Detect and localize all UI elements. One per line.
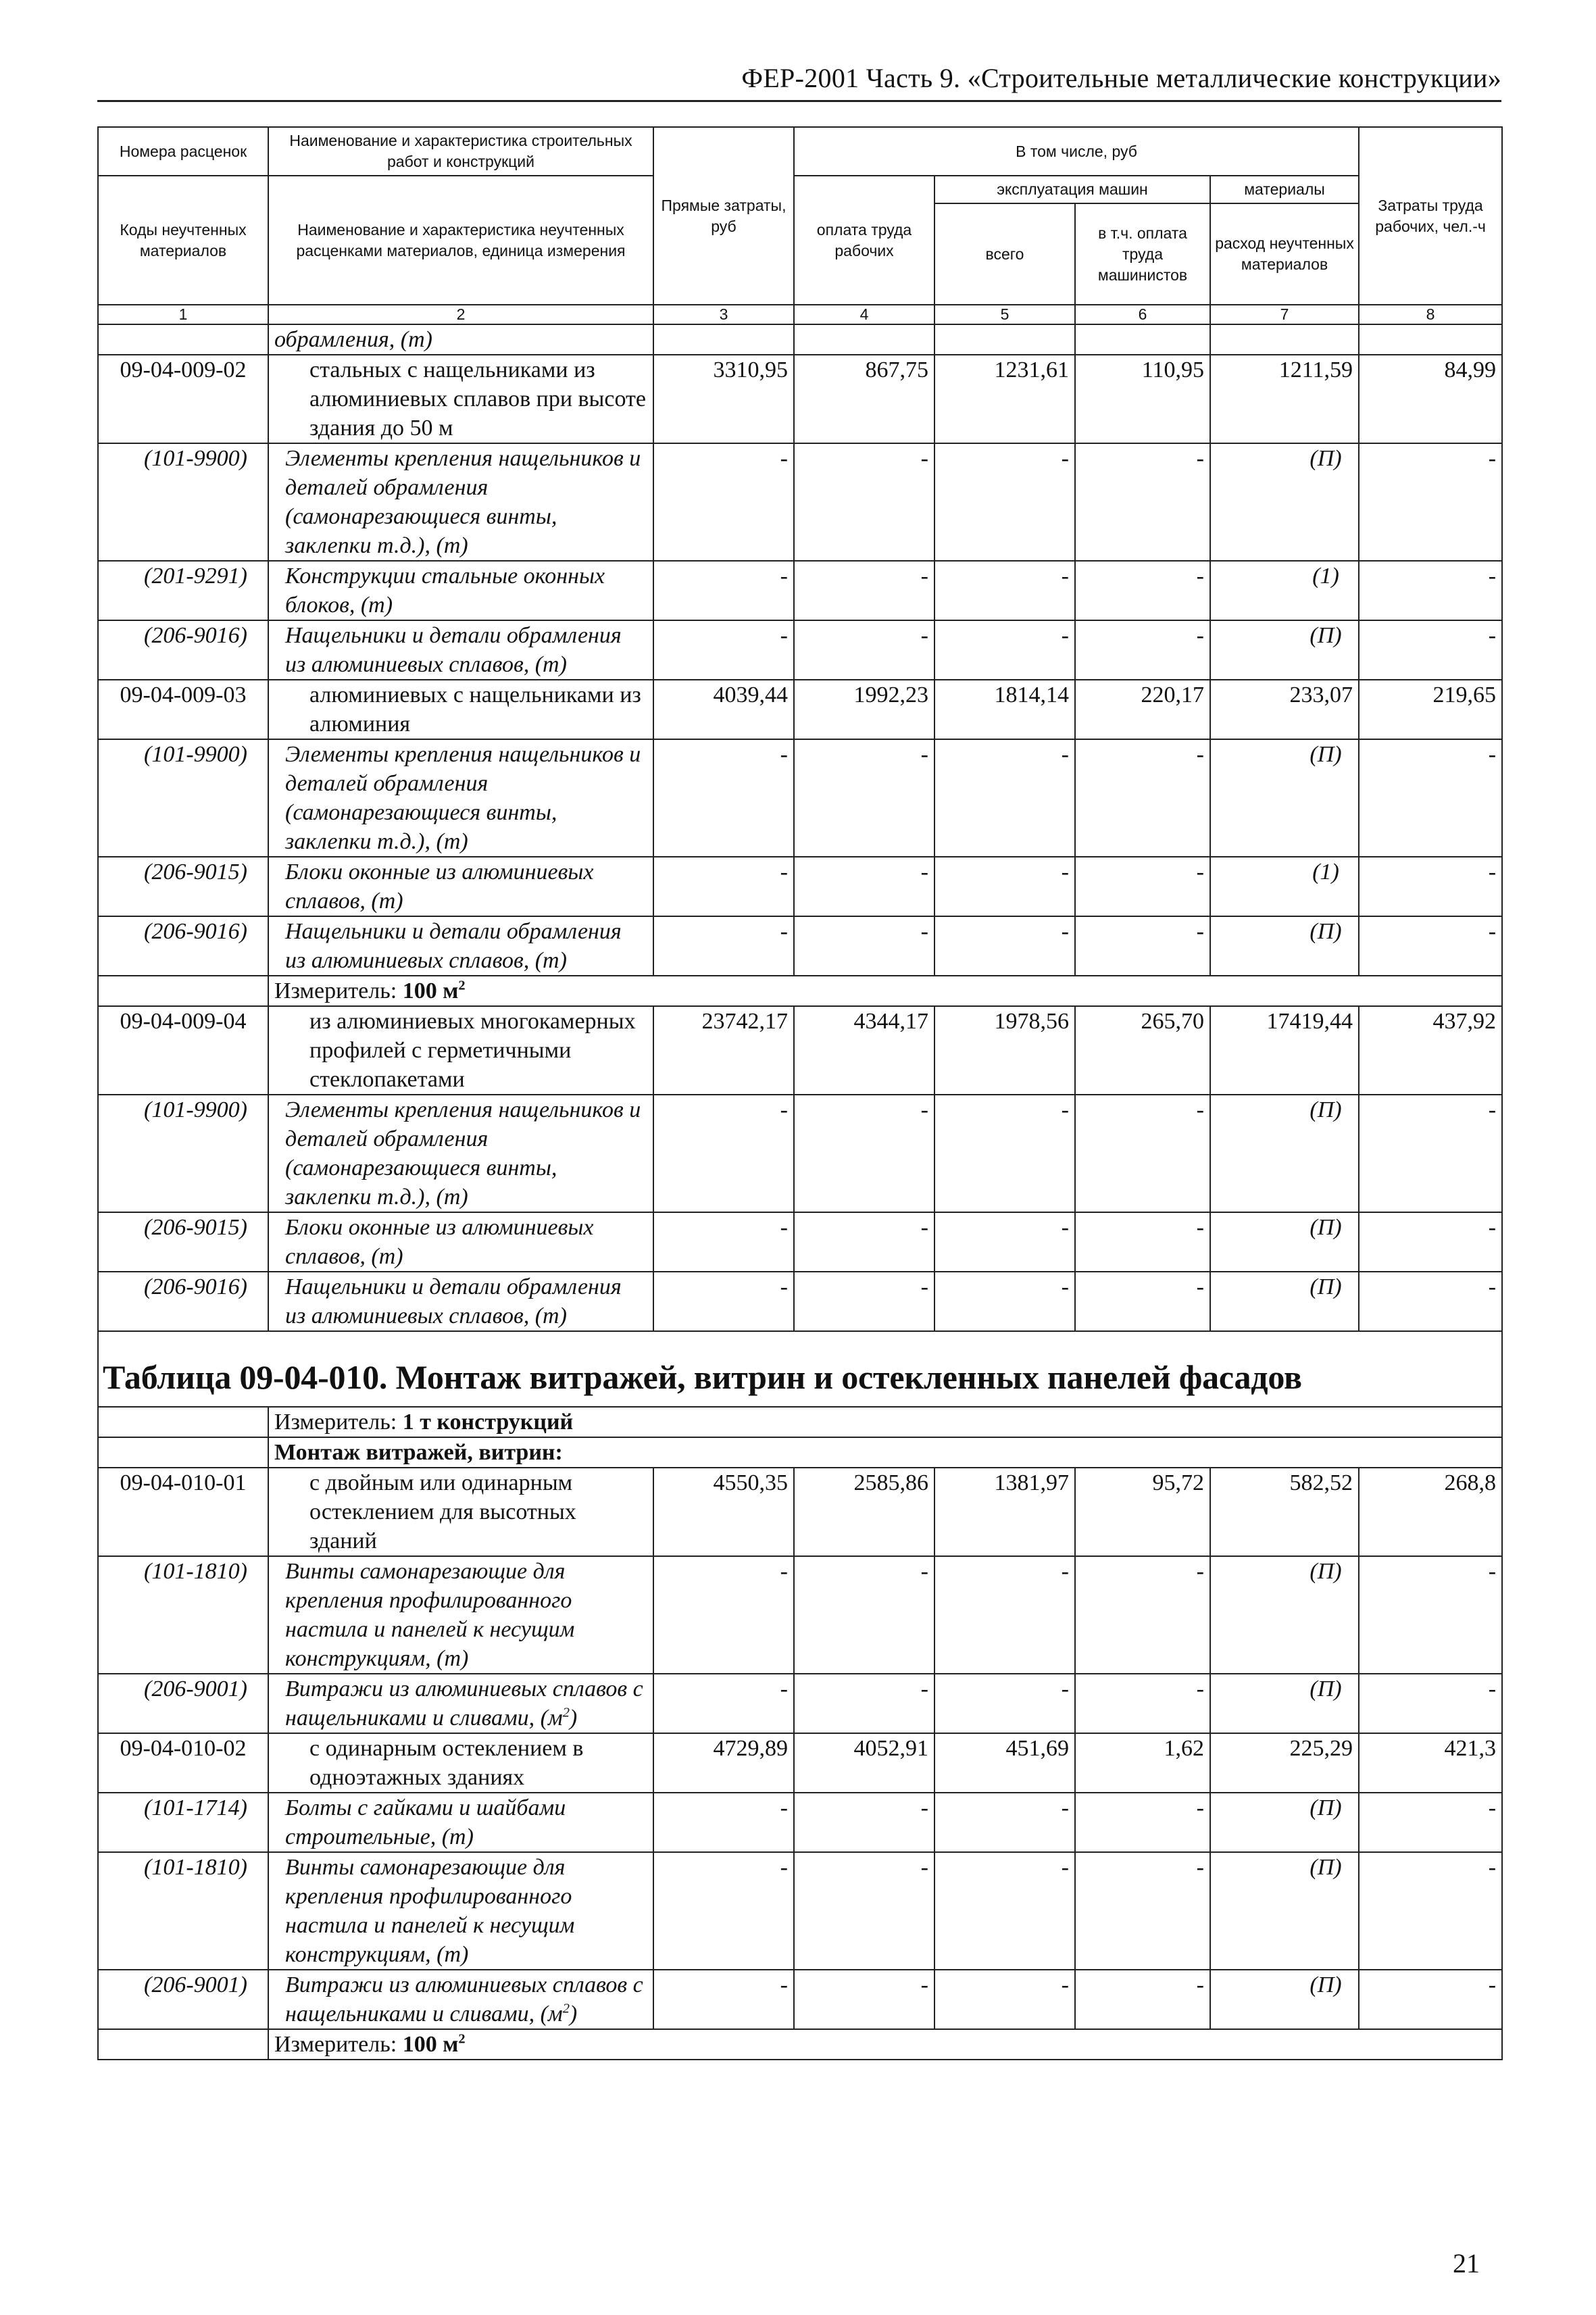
column-number: 1 bbox=[98, 305, 268, 324]
description-text: с двойным или одинарным остеклением для высотных зданий bbox=[309, 1470, 576, 1553]
meter-value-text: 100 м bbox=[402, 2032, 459, 2057]
header-nomera: Номера расценок bbox=[98, 127, 268, 176]
cell-tr: - bbox=[1359, 1970, 1502, 2029]
cell-tr: - bbox=[1359, 443, 1502, 561]
resource-row bbox=[98, 1970, 1502, 2029]
cell-ot: - bbox=[794, 1793, 934, 1852]
cell-pz: - bbox=[653, 443, 794, 561]
cell-tr: 437,92 bbox=[1359, 1006, 1502, 1095]
cell-vtch: - bbox=[1075, 739, 1210, 857]
cell-ot: 867,75 bbox=[794, 355, 934, 443]
header-rule bbox=[97, 100, 1501, 102]
cell-em: - bbox=[934, 561, 1075, 620]
empty-cell bbox=[794, 324, 934, 355]
empty-cell bbox=[1075, 324, 1210, 355]
material-description bbox=[268, 916, 653, 976]
header-naim-top: Наименование и характеристика строительных работ и конструкций bbox=[268, 127, 653, 176]
cell-tr: - bbox=[1359, 916, 1502, 976]
cell-vtch: - bbox=[1075, 1674, 1210, 1733]
resource-row bbox=[98, 1272, 1502, 1331]
material-code: (101-1810) bbox=[98, 1556, 268, 1674]
material-code: (201-9291) bbox=[98, 561, 268, 620]
material-description: обрамления, (т) bbox=[268, 324, 653, 355]
cell-vtch: - bbox=[1075, 1272, 1210, 1331]
cell-pz: - bbox=[653, 857, 794, 916]
cell-pz: - bbox=[653, 1970, 794, 2029]
meter-value bbox=[403, 2032, 466, 2057]
cell-mat: (П) bbox=[1210, 1674, 1359, 1733]
empty-cell bbox=[1210, 324, 1359, 355]
cell-ot: - bbox=[794, 1212, 934, 1272]
meter-cell bbox=[268, 2029, 1502, 2060]
description-end: ) bbox=[569, 2001, 578, 2026]
cell-tr: 84,99 bbox=[1359, 355, 1502, 443]
cell-vtch: 95,72 bbox=[1075, 1468, 1210, 1556]
cell-ot: - bbox=[794, 1852, 934, 1970]
resource-row bbox=[98, 443, 1502, 561]
column-number: 4 bbox=[794, 305, 934, 324]
subheading-row bbox=[98, 1437, 1502, 1468]
empty-cell bbox=[653, 324, 794, 355]
cell-mat: 1211,59 bbox=[1210, 355, 1359, 443]
cell-em: 1381,97 bbox=[934, 1468, 1075, 1556]
cell-vtch: - bbox=[1075, 1793, 1210, 1852]
meter-label: Измеритель: bbox=[274, 978, 397, 1003]
meter-row bbox=[98, 2029, 1502, 2060]
description-text: Витражи из алюминиевых сплавов с нащельниками и сливами, (м bbox=[285, 1972, 643, 2026]
cell-em: - bbox=[934, 1793, 1075, 1852]
header-pryamye: Прямые затраты, руб bbox=[653, 127, 794, 305]
resource-row bbox=[98, 1095, 1502, 1212]
cell-ot: - bbox=[794, 1674, 934, 1733]
cell-em: - bbox=[934, 620, 1075, 680]
cell-vtch: - bbox=[1075, 561, 1210, 620]
cell-mat: (П) bbox=[1210, 1212, 1359, 1272]
cell-mat: (П) bbox=[1210, 1272, 1359, 1331]
cell-pz: - bbox=[653, 1852, 794, 1970]
empty-cell bbox=[1359, 324, 1502, 355]
rate-description bbox=[268, 355, 653, 443]
rate-row bbox=[98, 355, 1502, 443]
meter-label: Измеритель: bbox=[274, 1410, 397, 1435]
rates-table bbox=[97, 126, 1503, 2060]
material-code: (101-9900) bbox=[98, 1095, 268, 1212]
rate-description bbox=[268, 1733, 653, 1793]
description-text: Нащельники и детали обрамления из алюминиевых сплавов, (т) bbox=[285, 623, 622, 677]
cell-mat: (П) bbox=[1210, 1556, 1359, 1674]
cell-vtch: - bbox=[1075, 857, 1210, 916]
cell-em: - bbox=[934, 1970, 1075, 2029]
cell-ot: 2585,86 bbox=[794, 1468, 934, 1556]
cell-mat: (П) bbox=[1210, 916, 1359, 976]
empty-cell bbox=[98, 1407, 268, 1437]
resource-row bbox=[98, 916, 1502, 976]
description-text: Блоки оконные из алюминиевых сплавов, (т) bbox=[285, 860, 594, 914]
cell-tr: - bbox=[1359, 561, 1502, 620]
cell-vtch: 110,95 bbox=[1075, 355, 1210, 443]
material-code: (206-9015) bbox=[98, 857, 268, 916]
cell-pz: 4550,35 bbox=[653, 1468, 794, 1556]
meter-value-text: 1 т конструкций bbox=[402, 1410, 574, 1435]
cell-ot: - bbox=[794, 561, 934, 620]
table-title: Таблица 09-04-010. Монтаж витражей, витрин и остекленных панелей фасадов bbox=[98, 1331, 1502, 1407]
header-oplata: оплата труда рабочих bbox=[794, 176, 934, 305]
description-text: Болты с гайками и шайбами строительные, (т) bbox=[285, 1795, 566, 1849]
material-description bbox=[268, 1095, 653, 1212]
rate-row bbox=[98, 1006, 1502, 1095]
cell-pz: 4729,89 bbox=[653, 1733, 794, 1793]
page-number: 21 bbox=[1453, 2248, 1480, 2279]
empty-cell bbox=[98, 2029, 268, 2060]
column-number: 2 bbox=[268, 305, 653, 324]
empty-cell bbox=[98, 976, 268, 1006]
rate-row bbox=[98, 680, 1502, 739]
cell-em: - bbox=[934, 1674, 1075, 1733]
header-kody: Коды неучтенных материалов bbox=[98, 176, 268, 305]
column-numbers-row bbox=[98, 305, 1502, 324]
resource-row bbox=[98, 739, 1502, 857]
resource-row bbox=[98, 1793, 1502, 1852]
column-number: 3 bbox=[653, 305, 794, 324]
meter-cell bbox=[268, 976, 1502, 1006]
column-number: 5 bbox=[934, 305, 1075, 324]
cell-vtch: - bbox=[1075, 1212, 1210, 1272]
header-vsego: всего bbox=[934, 203, 1075, 305]
subheading: Монтаж витражей, витрин: bbox=[268, 1437, 1502, 1468]
cell-pz: 23742,17 bbox=[653, 1006, 794, 1095]
rate-description bbox=[268, 680, 653, 739]
cell-pz: - bbox=[653, 1212, 794, 1272]
header-v-tom-chisle: В том числе, руб bbox=[794, 127, 1359, 176]
material-code: (101-1714) bbox=[98, 1793, 268, 1852]
cell-ot: 4344,17 bbox=[794, 1006, 934, 1095]
material-description bbox=[268, 1674, 653, 1733]
description-text: Элементы крепления нащельников и деталей обрамления (самонарезающиеся винты, заклепки т.д.), (т) bbox=[285, 1097, 641, 1210]
cell-em: - bbox=[934, 1556, 1075, 1674]
cell-em: - bbox=[934, 739, 1075, 857]
rate-code: 09-04-010-02 bbox=[98, 1733, 268, 1793]
header-ekspl: эксплуатация машин bbox=[934, 176, 1210, 203]
cell-tr: - bbox=[1359, 1674, 1502, 1733]
material-description bbox=[268, 739, 653, 857]
superscript: 2 bbox=[562, 2001, 570, 2016]
meter-value bbox=[403, 1410, 573, 1435]
cell-mat: 17419,44 bbox=[1210, 1006, 1359, 1095]
cell-em: 1978,56 bbox=[934, 1006, 1075, 1095]
cell-mat: (П) bbox=[1210, 1970, 1359, 2029]
material-code: (206-9016) bbox=[98, 620, 268, 680]
resource-row bbox=[98, 620, 1502, 680]
cell-em: - bbox=[934, 1212, 1075, 1272]
description-text: Витражи из алюминиевых сплавов с нащельниками и сливами, (м bbox=[285, 1676, 643, 1731]
cell-ot: - bbox=[794, 1095, 934, 1212]
continuation-row bbox=[98, 324, 1502, 355]
cell-vtch: - bbox=[1075, 1556, 1210, 1674]
material-code: (206-9016) bbox=[98, 1272, 268, 1331]
cell-tr: - bbox=[1359, 620, 1502, 680]
cell-em: 451,69 bbox=[934, 1733, 1075, 1793]
cell-tr: - bbox=[1359, 739, 1502, 857]
resource-row bbox=[98, 1212, 1502, 1272]
cell-mat: (П) bbox=[1210, 443, 1359, 561]
rate-description bbox=[268, 1468, 653, 1556]
material-description bbox=[268, 620, 653, 680]
description-text: алюминиевых с нащельниками из алюминия bbox=[309, 682, 641, 737]
material-description bbox=[268, 561, 653, 620]
material-description bbox=[268, 443, 653, 561]
cell-vtch: 265,70 bbox=[1075, 1006, 1210, 1095]
material-code: (206-9016) bbox=[98, 916, 268, 976]
cell-tr: - bbox=[1359, 1272, 1502, 1331]
cell-ot: - bbox=[794, 620, 934, 680]
cell-mat: (П) bbox=[1210, 739, 1359, 857]
cell-ot: 1992,23 bbox=[794, 680, 934, 739]
material-description bbox=[268, 1970, 653, 2029]
cell-vtch: - bbox=[1075, 1852, 1210, 1970]
header-rashod: расход неучтенных материалов bbox=[1210, 203, 1359, 305]
description-text: Элементы крепления нащельников и деталей обрамления (самонарезающиеся винты, заклепки т.д.), (т) bbox=[285, 446, 641, 558]
description-text: Винты самонарезающие для крепления профилированного настила и панелей к несущим конструкциям, (т) bbox=[285, 1559, 575, 1671]
resource-row bbox=[98, 1852, 1502, 1970]
material-description bbox=[268, 857, 653, 916]
meter-value bbox=[403, 978, 466, 1003]
cell-em: - bbox=[934, 1852, 1075, 1970]
material-code: (101-1810) bbox=[98, 1852, 268, 1970]
cell-mat: (П) bbox=[1210, 1095, 1359, 1212]
rate-row bbox=[98, 1468, 1502, 1556]
header-zatraty: Затраты труда рабочих, чел.-ч bbox=[1359, 127, 1502, 305]
cell-tr: 268,8 bbox=[1359, 1468, 1502, 1556]
cell-pz: - bbox=[653, 1556, 794, 1674]
header-materialy: материалы bbox=[1210, 176, 1359, 203]
column-number: 8 bbox=[1359, 305, 1502, 324]
table-title-row bbox=[98, 1331, 1502, 1407]
empty-cell bbox=[98, 324, 268, 355]
cell-vtch: - bbox=[1075, 1970, 1210, 2029]
cell-tr: - bbox=[1359, 857, 1502, 916]
cell-pz: - bbox=[653, 620, 794, 680]
cell-mat: 233,07 bbox=[1210, 680, 1359, 739]
cell-mat: (1) bbox=[1210, 561, 1359, 620]
cell-pz: 3310,95 bbox=[653, 355, 794, 443]
material-description bbox=[268, 1212, 653, 1272]
description-text: Нащельники и детали обрамления из алюминиевых сплавов, (т) bbox=[285, 919, 622, 973]
rate-description bbox=[268, 1006, 653, 1095]
cell-mat: (П) bbox=[1210, 1793, 1359, 1852]
resource-row bbox=[98, 1674, 1502, 1733]
material-code: (206-9001) bbox=[98, 1970, 268, 2029]
cell-vtch: - bbox=[1075, 620, 1210, 680]
header-vtch: в т.ч. оплата труда машинистов bbox=[1075, 203, 1210, 305]
cell-mat: (П) bbox=[1210, 620, 1359, 680]
empty-cell bbox=[98, 1437, 268, 1468]
rate-code: 09-04-010-01 bbox=[98, 1468, 268, 1556]
column-number: 7 bbox=[1210, 305, 1359, 324]
material-code: (206-9015) bbox=[98, 1212, 268, 1272]
cell-tr: - bbox=[1359, 1556, 1502, 1674]
material-code: (206-9001) bbox=[98, 1674, 268, 1733]
cell-em: - bbox=[934, 443, 1075, 561]
cell-pz: 4039,44 bbox=[653, 680, 794, 739]
cell-ot: - bbox=[794, 1970, 934, 2029]
cell-pz: - bbox=[653, 1674, 794, 1733]
cell-tr: - bbox=[1359, 1793, 1502, 1852]
cell-em: - bbox=[934, 1095, 1075, 1212]
description-text: из алюминиевых многокамерных профилей с герметичными стеклопакетами bbox=[309, 1009, 636, 1092]
header-naim-bottom: Наименование и характеристика неучтенных расценками материалов, единица измерения bbox=[268, 176, 653, 305]
cell-ot: - bbox=[794, 1556, 934, 1674]
resource-row bbox=[98, 1556, 1502, 1674]
table-body bbox=[98, 127, 1502, 2060]
cell-tr: 219,65 bbox=[1359, 680, 1502, 739]
cell-tr: - bbox=[1359, 1852, 1502, 1970]
column-number: 6 bbox=[1075, 305, 1210, 324]
description-text: Нащельники и детали обрамления из алюминиевых сплавов, (т) bbox=[285, 1274, 622, 1328]
cell-mat: (П) bbox=[1210, 1852, 1359, 1970]
cell-em: 1231,61 bbox=[934, 355, 1075, 443]
description-text: Элементы крепления нащельников и деталей обрамления (самонарезающиеся винты, заклепки т.д.), (т) bbox=[285, 742, 641, 854]
cell-mat: (1) bbox=[1210, 857, 1359, 916]
superscript: 2 bbox=[562, 1705, 570, 1720]
cell-ot: - bbox=[794, 739, 934, 857]
cell-em: - bbox=[934, 857, 1075, 916]
cell-ot: - bbox=[794, 1272, 934, 1331]
cell-pz: - bbox=[653, 739, 794, 857]
rate-row bbox=[98, 1733, 1502, 1793]
cell-em: - bbox=[934, 1272, 1075, 1331]
description-text: Блоки оконные из алюминиевых сплавов, (т) bbox=[285, 1215, 594, 1269]
cell-ot: 4052,91 bbox=[794, 1733, 934, 1793]
superscript: 2 bbox=[458, 2031, 466, 2047]
description-text: Конструкции стальные оконных блоков, (т) bbox=[285, 564, 605, 618]
description-text: Винты самонарезающие для крепления профилированного настила и панелей к несущим конструкциям, (т) bbox=[285, 1855, 575, 1967]
cell-pz: - bbox=[653, 561, 794, 620]
cell-mat: 225,29 bbox=[1210, 1733, 1359, 1793]
cell-ot: - bbox=[794, 916, 934, 976]
cell-vtch: 220,17 bbox=[1075, 680, 1210, 739]
meter-value-text: 100 м bbox=[402, 978, 459, 1003]
cell-pz: - bbox=[653, 1095, 794, 1212]
rate-code: 09-04-009-02 bbox=[98, 355, 268, 443]
cell-mat: 582,52 bbox=[1210, 1468, 1359, 1556]
description-text: с одинарным остеклением в одноэтажных зданиях bbox=[309, 1736, 584, 1790]
meter-cell bbox=[268, 1407, 1502, 1437]
cell-ot: - bbox=[794, 443, 934, 561]
cell-pz: - bbox=[653, 1793, 794, 1852]
description-text: стальных с нащельниками из алюминиевых сплавов при высоте здания до 50 м bbox=[309, 357, 646, 441]
material-code: (101-9900) bbox=[98, 739, 268, 857]
superscript: 2 bbox=[458, 978, 466, 993]
cell-vtch: - bbox=[1075, 1095, 1210, 1212]
cell-em: 1814,14 bbox=[934, 680, 1075, 739]
cell-pz: - bbox=[653, 1272, 794, 1331]
running-head: ФЕР-2001 Часть 9. «Строительные металлические конструкции» bbox=[741, 63, 1501, 93]
cell-tr: - bbox=[1359, 1095, 1502, 1212]
material-description bbox=[268, 1793, 653, 1852]
meter-row bbox=[98, 1407, 1502, 1437]
material-description bbox=[268, 1852, 653, 1970]
material-code: (101-9900) bbox=[98, 443, 268, 561]
meter-row bbox=[98, 976, 1502, 1006]
cell-vtch: - bbox=[1075, 916, 1210, 976]
cell-vtch: - bbox=[1075, 443, 1210, 561]
resource-row bbox=[98, 561, 1502, 620]
cell-em: - bbox=[934, 916, 1075, 976]
resource-row bbox=[98, 857, 1502, 916]
cell-vtch: 1,62 bbox=[1075, 1733, 1210, 1793]
rate-code: 09-04-009-03 bbox=[98, 680, 268, 739]
cell-tr: 421,3 bbox=[1359, 1733, 1502, 1793]
cell-tr: - bbox=[1359, 1212, 1502, 1272]
empty-cell bbox=[934, 324, 1075, 355]
material-description bbox=[268, 1556, 653, 1674]
rate-code: 09-04-009-04 bbox=[98, 1006, 268, 1095]
meter-label: Измеритель: bbox=[274, 2032, 397, 2057]
cell-ot: - bbox=[794, 857, 934, 916]
material-description bbox=[268, 1272, 653, 1331]
description-end: ) bbox=[569, 1706, 578, 1731]
cell-pz: - bbox=[653, 916, 794, 976]
